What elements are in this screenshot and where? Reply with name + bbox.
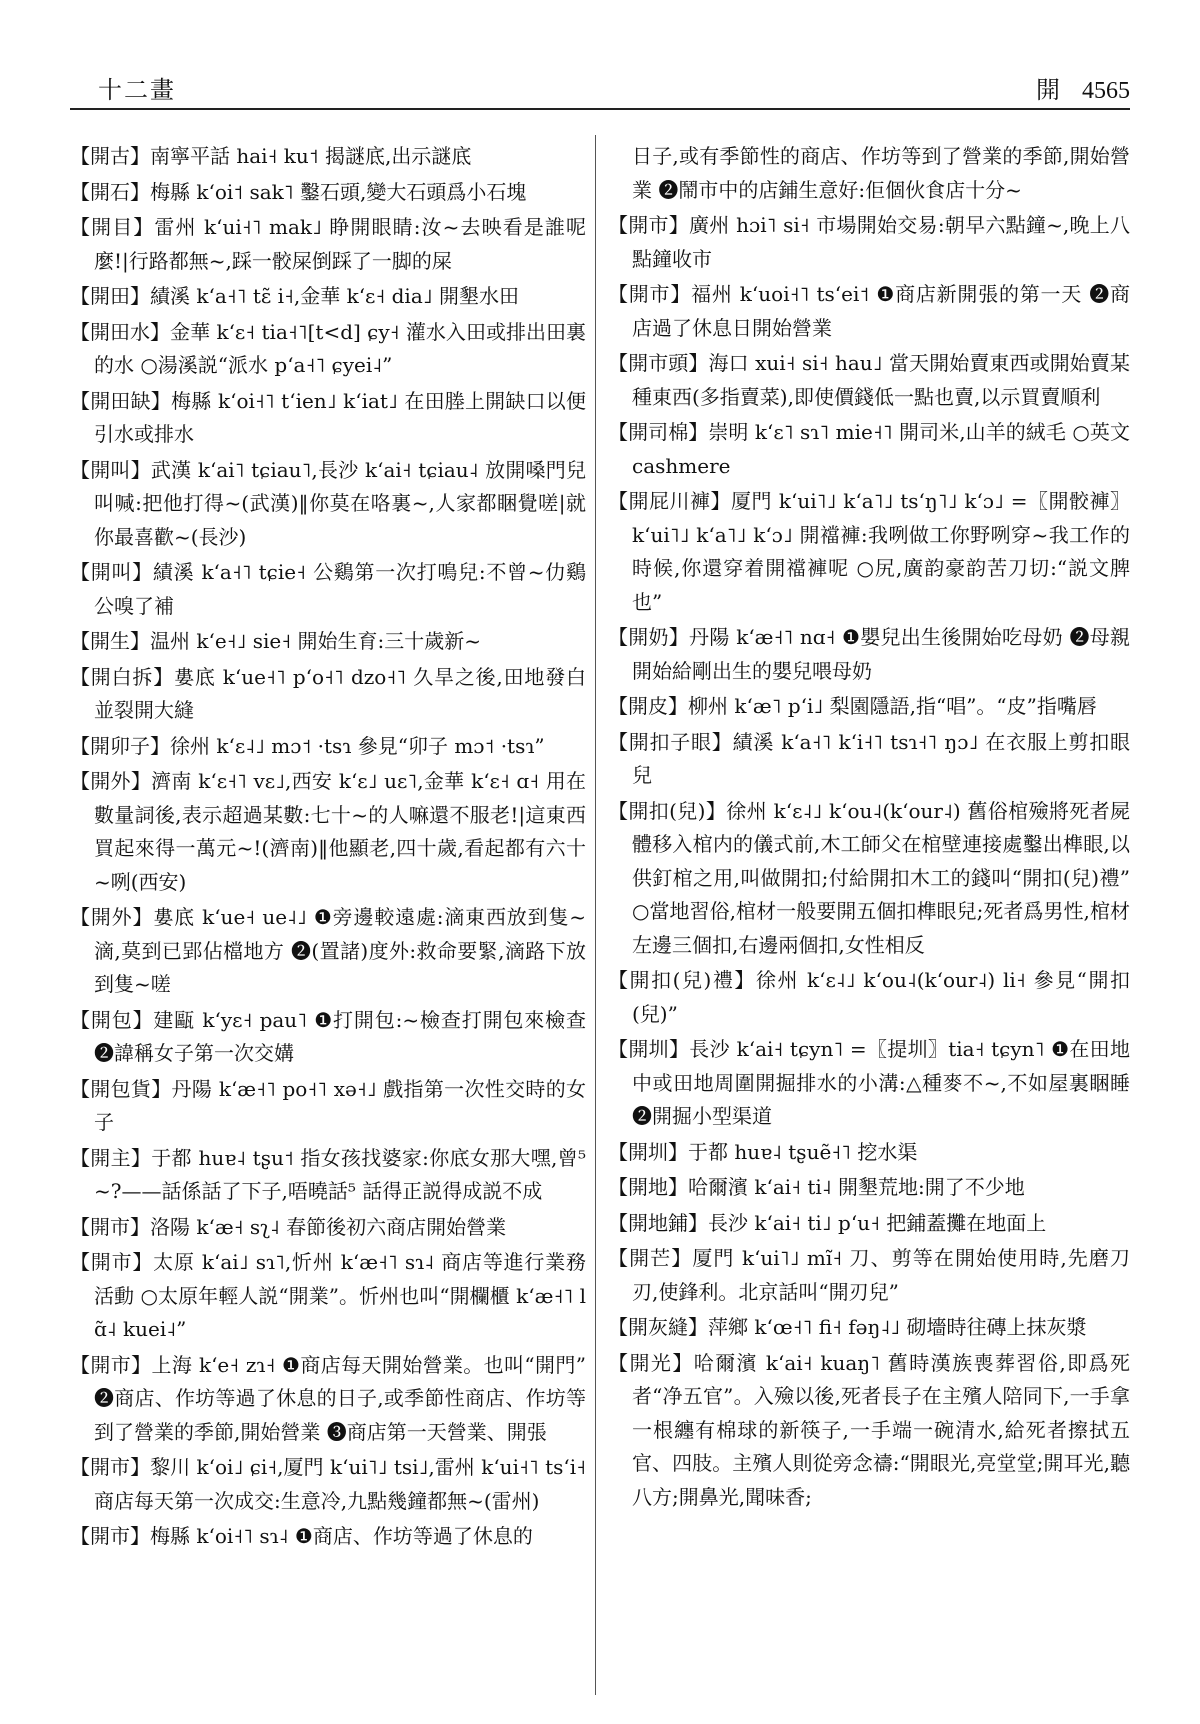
dictionary-entry: 【開光】哈爾濱 kʻai˧ kuaŋ˥ 舊時漢族喪葬習俗,即爲死者“净五官”。入殮以後,死者長子在主殯人陪同下,一手拿一根纏有棉球的新筷子,一手端一碗清水,給死者擦拭五官、四肢。主殯人則從旁念禱:“開眼光,亮堂堂;開耳光,聽八方;開鼻光,聞味香; xyxy=(608,1350,1130,1509)
page-header xyxy=(70,66,1130,106)
dictionary-entry: 【開田水】金華 kʻɛ˧ tia˧˥[t<d] ɕy˧ 灌水入田或排出田裏的水 ○湯溪説“派水 pʻa˧˥ ɕyei˨” xyxy=(70,319,586,377)
dictionary-entry: 【開田缺】梅縣 kʻoi˧˥ tʻien˩ kʻiat˩ 在田塍上開缺口以便引水或排水 xyxy=(70,388,586,446)
dictionary-entry: 【開司棉】崇明 kʻɛ˥ sɿ˥ mie˧˥ 開司米,山羊的絨毛 ○英文 cashmere xyxy=(608,420,1130,478)
dictionary-entry: 【開包貨】丹陽 kʻæ˧˥ po˧˥ xə˧˩ 戲指第一次性交時的女子 xyxy=(70,1076,586,1134)
dictionary-entry: 【開市】洛陽 kʻæ˧ sʅ˨ 春節後初六商店開始營業 xyxy=(70,1214,507,1239)
dictionary-entry: 【開古】南寧平話 hai˧ ku˦ 揭謎底,出示謎底 xyxy=(70,144,472,168)
dictionary-entry: 【開白拆】婁底 kʻue˧˥ pʻo˧˥ dzo˧˥ 久旱之後,田地發白並裂開大縫 xyxy=(70,664,586,722)
dictionary-entry: 【開地鋪】長沙 kʻai˧ ti˩ pʻu˧ 把鋪蓋攤在地面上 xyxy=(608,1210,1047,1235)
dictionary-entry: 【開石】梅縣 kʻoi˦ sak˥ 鑿石頭,變大石頭爲小石塊 xyxy=(70,179,527,204)
dictionary-entry: 【開田】績溪 kʻa˧˥ tɛ̃ i˧,金華 kʻɛ˧ dia˩ 開墾水田 xyxy=(70,284,519,308)
dictionary-entry: 【開外】濟南 kʻɛ˧˥ vɛ˩,西安 kʻɛ˩ uɛ˥,金華 kʻɛ˧ ɑ˧ 用在數量詞後,表示超過某數:七十~的人嘛還不服老!|這東西買起來得一萬元~!(濟南)‖他顯老,四十歲,看起都有六十~咧(西安) xyxy=(70,769,586,894)
page-headword-and-number xyxy=(1036,70,1130,105)
dictionary-entry: 【開奶】丹陽 kʻæ˧˥ nɑ˧ ❶嬰兒出生後開始吃母奶 ❷母親開始給剛出生的嬰兒喂母奶 xyxy=(608,625,1130,683)
dictionary-entry: 【開市】梅縣 kʻoi˧˥ sɿ˨ ❶商店、作坊等過了休息的 xyxy=(70,1524,533,1548)
right-column xyxy=(608,140,1130,1516)
dictionary-entry: 【開生】温州 kʻe˧˩ sie˧ 開始生育:三十歲新~ xyxy=(70,629,481,653)
dictionary-entry: 【開芒】厦門 kʻui˥˩ mĩ˧ 刀、剪等在開始使用時,先磨刀刃,使鋒利。北京話叫“開刃兒” xyxy=(608,1246,1130,1304)
dictionary-entry: 【開市】上海 kʻe˧ zɿ˧ ❶商店每天開始營業。也叫“開門” ❷商店、作坊等過了休息的日子,或季節性商店、作坊等到了營業的季節,開始營業 ❸商店第一天營業、開張 xyxy=(70,1352,586,1444)
dictionary-entry: 【開扣子眼】績溪 kʻa˧˥ kʻi˧˥ tsɿ˧˥ ŋɔ˩ 在衣服上剪扣眼兒 xyxy=(608,729,1130,787)
dictionary-entry: 【開扣(兒)禮】徐州 kʻɛ˨˩ kʻou˨(kʻour˨) li˧ 參見“開扣(兒)” xyxy=(608,968,1130,1026)
dictionary-entry: 【開包】建甌 kʻyɛ˧ pau˥ ❶打開包:~檢查打開包來檢查 ❷諱稱女子第一次交媾 xyxy=(70,1007,586,1065)
dictionary-entry: 【開市】廣州 hɔi˥ si˧ 市場開始交易:朝早六點鐘~,晚上八點鐘收市 xyxy=(608,213,1130,271)
section-title: 十二畫 xyxy=(98,76,176,104)
left-column xyxy=(70,140,586,1556)
page-number: 4565 xyxy=(1082,78,1130,104)
dictionary-entry-continued: 日子,或有季節性的商店、作坊等到了營業的季節,開始營業 ❷鬧市中的店鋪生意好:佢個伙食店十分~ xyxy=(632,144,1130,202)
dictionary-entry: 【開扣(兒)】徐州 kʻɛ˨˩ kʻou˨(kʻour˨) 舊俗棺殮將死者屍體移入棺内的儀式前,木工師父在棺壁連接處鑿出榫眼,以供釘棺之用,叫做開扣;付給開扣木工的錢叫“開扣(兒)禮” ○當地習俗,棺材一般要開五個扣榫眼兒;死者爲男性,棺材左邊三個扣,右邊兩個扣,女性相反 xyxy=(608,798,1130,957)
dictionary-entry: 【開灰縫】萍鄉 kʻœ˧˥ fi˧ fəŋ˨˩ 砌墻時往磚上抹灰漿 xyxy=(608,1315,1087,1339)
dictionary-entry: 【開市頭】海口 xui˧ si˧ hau˩ 當天開始賣東西或開始賣某種東西(多指賣菜),即使價錢低一點也賣,以示買賣順利 xyxy=(608,351,1130,409)
column-divider xyxy=(595,135,596,1695)
dictionary-entry: 【開市】黎川 kʻoi˩ ɕi˧,厦門 kʻui˥˩ tsi˩,雷州 kʻui˧˥ tsʻi˧ 商店每天第一次成交:生意冷,九點幾鐘都無~(雷州) xyxy=(70,1455,586,1513)
dictionary-entry: 【開屁川褲】厦門 kʻui˥˩ kʻa˥˩ tsʻŋ˥˩ kʻɔ˩ =〖開骹褲〗kʻui˥˩ kʻa˥˩ kʻɔ˩ 開襠褲:我咧做工你野咧穿~我工作的時候,你還穿着開襠褲呢 ○尻,廣韵豪韵苦刀切:“説文脾也” xyxy=(608,489,1130,614)
dictionary-entry: 【開皮】柳州 kʻæ˥ pʻi˩ 梨園隱語,指“唱”。“皮”指嘴唇 xyxy=(608,694,1097,718)
dictionary-entry: 【開市】太原 kʻai˩ sɿ˥,忻州 kʻæ˧˥ sɿ˨ 商店等進行業務活動 ○太原年輕人説“開業”。忻州也叫“開欄櫃 kʻæ˧˥ lɑ̃˨ kuei˨” xyxy=(70,1250,586,1341)
dictionary-entry: 【開叫】武漢 kʻai˥ tɕiau˥,長沙 kʻai˧ tɕiau˨ 放開嗓門兒叫喊:把他打得~(武漢)‖你莫在咯裏~,人家都睏覺嗟|就你最喜歡~(長沙) xyxy=(70,457,586,549)
dictionary-entry: 【開主】于都 huɐ˨ tʂu˦ 指女孩找婆家:你底女那大嘿,曾⁵~?——話係話了下子,唔曉話⁵ 話得正説得成説不成 xyxy=(70,1145,586,1203)
header-character: 開 xyxy=(1036,76,1060,104)
dictionary-entry: 【開目】雷州 kʻui˧˥ mak˩ 睁開眼睛:汝~去映看是誰呢麼!|行路都無~,踩一骹屎倒踩了一脚的屎 xyxy=(70,215,586,273)
dictionary-entry: 【開卯子】徐州 kʻɛ˨˩ mɔ˦ ·tsɿ 參見“卯子 mɔ˦ ·tsɿ” xyxy=(70,733,545,758)
dictionary-entry: 【開外】婁底 kʻue˧ ue˨˩ ❶旁邊較遠處:滴東西放到隻~滴,莫到已郢佔檔地方 ❷(置諸)度外:救命要緊,滴路下放到隻~嗟 xyxy=(70,905,586,996)
dictionary-entry: 【開市】福州 kʻuoi˧˥ tsʻei˦ ❶商店新開張的第一天 ❷商店過了休息日開始營業 xyxy=(608,282,1130,340)
dictionary-entry: 【開圳】長沙 kʻai˧ tɕyn˥ =〖提圳〗tia˧ tɕyn˥ ❶在田地中或田地周圍開掘排水的小溝:△種麥不~,不如屋裏睏睡 ❷開掘小型渠道 xyxy=(608,1037,1130,1128)
dictionary-entry: 【開地】哈爾濱 kʻai˧ ti˨ 開墾荒地:開了不少地 xyxy=(608,1175,1025,1199)
dictionary-entry: 【開圳】于都 huɐ˨ tʂuẽ˧˥ 挖水渠 xyxy=(608,1139,918,1164)
dictionary-entry: 【開叫】績溪 kʻa˧˥ tɕie˧ 公鷄第一次打鳴兒:不曾~仂鷄公嗅了補 xyxy=(70,560,586,618)
header-rule xyxy=(70,108,1130,110)
